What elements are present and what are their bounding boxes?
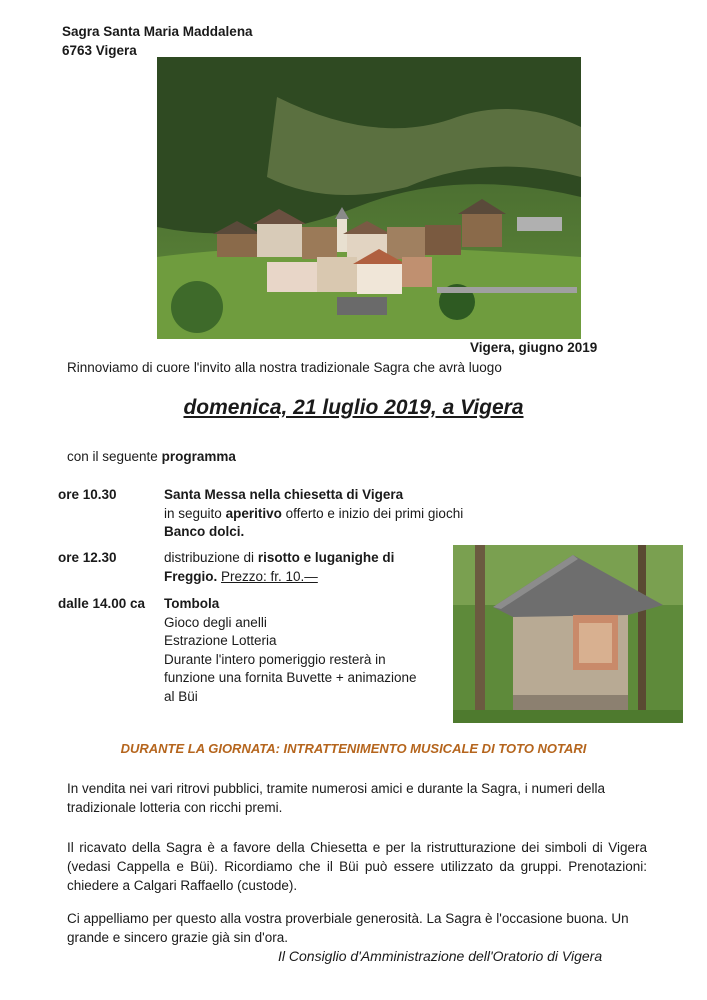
date-place: Vigera, giugno 2019 (470, 340, 598, 355)
schedule-time-3: dalle 14.00 ca (58, 596, 146, 611)
paragraph-proceeds: Il ricavato della Sagra è a favore della Chiesetta e per la ristrutturazione dei simboli di Vigera (vedasi Cappella e Büi). Ricordiamo che il Büi può essere utilizzato da gruppi. Prenotazioni: chiedere a Calgari Raffaello (custode). (67, 840, 647, 893)
event-2-line-1b: risotto e luganighe di (257, 550, 395, 565)
event-3-line-4: Durante l'intero pomeriggio resterà in (164, 651, 386, 667)
paragraph-lottery: In vendita nei vari ritrovi pubblici, tramite numerosi amici e durante la Sagra, i numeri della tradizionale lotteria con ricchi premi. (67, 781, 605, 815)
event-1-line-2b: aperitivo (225, 505, 282, 521)
chapel-photo (453, 545, 683, 723)
event-1-line-3: Banco dolci. (164, 524, 245, 539)
event-3-line-3: Estrazione Lotteria (164, 633, 277, 648)
music-announcement: DURANTE LA GIORNATA: INTRATTENIMENTO MUSICALE DI TOTO NOTARI (120, 741, 587, 756)
event-1-line-2a: in seguito (164, 505, 222, 521)
intro-text: Rinnoviamo di cuore l'invito alla nostra tradizionale Sagra che avrà luogo (67, 360, 502, 375)
event-2-line-1a: distribuzione di (164, 550, 255, 565)
village-photo (157, 57, 581, 339)
signature: Il Consiglio d'Amministrazione dell'Oratorio di Vigera (278, 948, 603, 964)
program-intro-text: con il seguente (67, 449, 158, 464)
paragraph-thanks: Ci appelliamo per questo alla vostra proverbiale generosità. La Sagra è l'occasione buona. Un grande e sincero grazie già sin d'ora. (67, 911, 629, 945)
event-1-line-1: Santa Messa nella chiesetta di Vigera (164, 487, 404, 502)
event-2-line-1 (164, 549, 394, 568)
schedule-event-1 (164, 486, 463, 542)
event-3-line-1: Tombola (164, 596, 220, 611)
program-intro-bold: programma (161, 449, 236, 464)
organizer-block (62, 22, 253, 60)
event-2-line-2a: Freggio. (164, 568, 218, 584)
event-headline: domenica, 21 luglio 2019, a Vigera (183, 396, 524, 419)
organizer-address: 6763 Vigera (62, 43, 137, 58)
schedule-event-3 (164, 595, 417, 706)
event-3-line-2: Gioco degli anelli (164, 614, 267, 630)
schedule-time-1: ore 10.30 (58, 487, 117, 502)
schedule-event-2 (164, 549, 394, 586)
event-3-line-6: al Büi (164, 688, 198, 704)
program-intro (67, 449, 236, 464)
schedule-time-2: ore 12.30 (58, 550, 117, 565)
event-1-line-2 (164, 505, 463, 524)
event-2-price: Prezzo: fr. 10.— (221, 568, 318, 584)
event-1-line-2c: offerto e inizio dei primi giochi (285, 505, 464, 521)
event-2-line-2 (164, 568, 394, 587)
event-3-line-5: funzione una fornita Buvette + animazione (164, 670, 417, 685)
organizer-name: Sagra Santa Maria Maddalena (62, 24, 253, 39)
